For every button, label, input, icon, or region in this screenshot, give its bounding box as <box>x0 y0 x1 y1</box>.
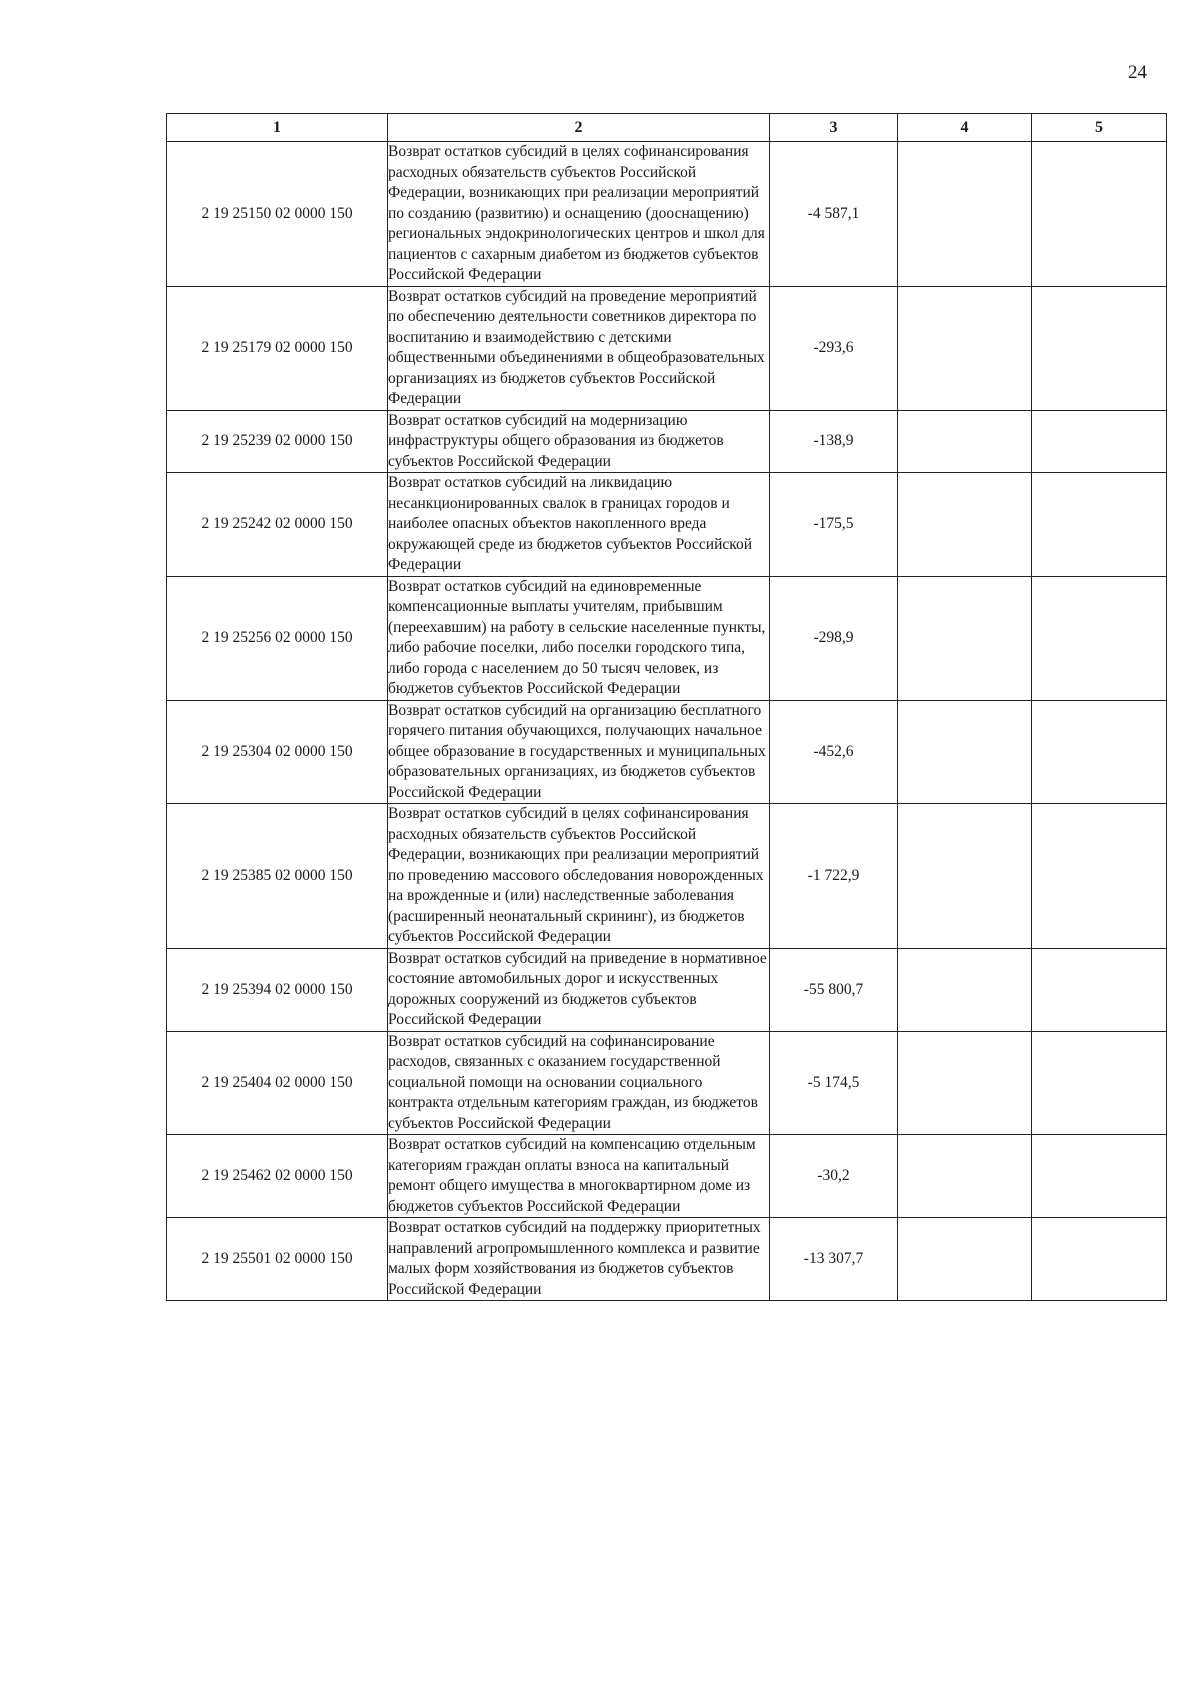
col4-cell <box>898 804 1032 949</box>
name-cell: Возврат остатков субсидий на проведение мероприятий по обеспечению деятельности советников директора по воспитанию и взаимодействию с детскими общественными объединениями в общеобразовательных организациях из бюджетов субъектов Российской Федерации <box>388 286 770 410</box>
col5-cell <box>1032 576 1167 700</box>
code-cell: 2 19 25501 02 0000 150 <box>167 1218 388 1301</box>
code-cell: 2 19 25179 02 0000 150 <box>167 286 388 410</box>
table-row <box>167 1031 1167 1135</box>
amount-cell: -298,9 <box>770 576 898 700</box>
col5-cell <box>1032 1218 1167 1301</box>
name-cell: Возврат остатков субсидий на организацию бесплатного горячего питания обучающихся, получающих начальное общее образование в государственных и муниципальных образовательных организациях, из бюджетов субъектов Российской Федерации <box>388 700 770 804</box>
name-cell: Возврат остатков субсидий в целях софинансирования расходных обязательств субъектов Российской Федерации, возникающих при реализации мероприятий по проведению массового обследования новорожденных на врожденные и (или) наследственные заболевания (расширенный неонатальный скрининг), из бюджетов субъектов Российской Федерации <box>388 804 770 949</box>
amount-cell: -4 587,1 <box>770 142 898 287</box>
table-row <box>167 1218 1167 1301</box>
col4-cell <box>898 1218 1032 1301</box>
amount-cell: -55 800,7 <box>770 948 898 1031</box>
column-header-1: 1 <box>167 114 388 142</box>
column-header-2: 2 <box>388 114 770 142</box>
amount-cell: -1 722,9 <box>770 804 898 949</box>
col5-cell <box>1032 473 1167 577</box>
code-cell: 2 19 25256 02 0000 150 <box>167 576 388 700</box>
budget-table <box>166 113 1167 1301</box>
code-cell: 2 19 25239 02 0000 150 <box>167 410 388 473</box>
table-row <box>167 804 1167 949</box>
col4-cell <box>898 1135 1032 1218</box>
table-row <box>167 576 1167 700</box>
name-cell: Возврат остатков субсидий на софинансирование расходов, связанных с оказанием государственной социальной помощи на основании социального контракта отдельным категориям граждан, из бюджетов субъектов Российской Федерации <box>388 1031 770 1135</box>
table-row <box>167 142 1167 287</box>
col5-cell <box>1032 948 1167 1031</box>
col5-cell <box>1032 286 1167 410</box>
col5-cell <box>1032 1031 1167 1135</box>
page-number: 24 <box>1128 62 1147 83</box>
table-row <box>167 473 1167 577</box>
column-header-3: 3 <box>770 114 898 142</box>
col4-cell <box>898 142 1032 287</box>
code-cell: 2 19 25394 02 0000 150 <box>167 948 388 1031</box>
col4-cell <box>898 410 1032 473</box>
name-cell: Возврат остатков субсидий на модернизацию инфраструктуры общего образования из бюджетов субъектов Российской Федерации <box>388 410 770 473</box>
code-cell: 2 19 25404 02 0000 150 <box>167 1031 388 1135</box>
amount-cell: -175,5 <box>770 473 898 577</box>
table-row <box>167 286 1167 410</box>
name-cell: Возврат остатков субсидий на ликвидацию несанкционированных свалок в границах городов и наиболее опасных объектов накопленного вреда окружающей среде из бюджетов субъектов Российской Федерации <box>388 473 770 577</box>
code-cell: 2 19 25242 02 0000 150 <box>167 473 388 577</box>
amount-cell: -13 307,7 <box>770 1218 898 1301</box>
col4-cell <box>898 473 1032 577</box>
table-header-row <box>167 114 1167 142</box>
name-cell: Возврат остатков субсидий в целях софинансирования расходных обязательств субъектов Российской Федерации, возникающих при реализации мероприятий по созданию (развитию) и оснащению (дооснащению) региональных эндокринологических центров и школ для пациентов с сахарным диабетом из бюджетов субъектов Российской Федерации <box>388 142 770 287</box>
amount-cell: -5 174,5 <box>770 1031 898 1135</box>
table-row <box>167 700 1167 804</box>
col4-cell <box>898 1031 1032 1135</box>
col5-cell <box>1032 700 1167 804</box>
amount-cell: -293,6 <box>770 286 898 410</box>
amount-cell: -30,2 <box>770 1135 898 1218</box>
col4-cell <box>898 700 1032 804</box>
amount-cell: -452,6 <box>770 700 898 804</box>
name-cell: Возврат остатков субсидий на приведение в нормативное состояние автомобильных дорог и искусственных дорожных сооружений из бюджетов субъектов Российской Федерации <box>388 948 770 1031</box>
col5-cell <box>1032 410 1167 473</box>
code-cell: 2 19 25150 02 0000 150 <box>167 142 388 287</box>
col4-cell <box>898 576 1032 700</box>
table-row <box>167 1135 1167 1218</box>
table-row <box>167 410 1167 473</box>
col5-cell <box>1032 804 1167 949</box>
name-cell: Возврат остатков субсидий на компенсацию отдельным категориям граждан оплаты взноса на капитальный ремонт общего имущества в многоквартирном доме из бюджетов субъектов Российской Федерации <box>388 1135 770 1218</box>
code-cell: 2 19 25462 02 0000 150 <box>167 1135 388 1218</box>
column-header-5: 5 <box>1032 114 1167 142</box>
col4-cell <box>898 948 1032 1031</box>
name-cell: Возврат остатков субсидий на поддержку приоритетных направлений агропромышленного комплекса и развитие малых форм хозяйствования из бюджетов субъектов Российской Федерации <box>388 1218 770 1301</box>
column-header-4: 4 <box>898 114 1032 142</box>
col4-cell <box>898 286 1032 410</box>
col5-cell <box>1032 1135 1167 1218</box>
code-cell: 2 19 25385 02 0000 150 <box>167 804 388 949</box>
code-cell: 2 19 25304 02 0000 150 <box>167 700 388 804</box>
col5-cell <box>1032 142 1167 287</box>
name-cell: Возврат остатков субсидий на единовременные компенсационные выплаты учителям, прибывшим (переехавшим) на работу в сельские населенные пункты, либо рабочие поселки, либо поселки городского типа, либо города с населением до 50 тысяч человек, из бюджетов субъектов Российской Федерации <box>388 576 770 700</box>
table-row <box>167 948 1167 1031</box>
amount-cell: -138,9 <box>770 410 898 473</box>
